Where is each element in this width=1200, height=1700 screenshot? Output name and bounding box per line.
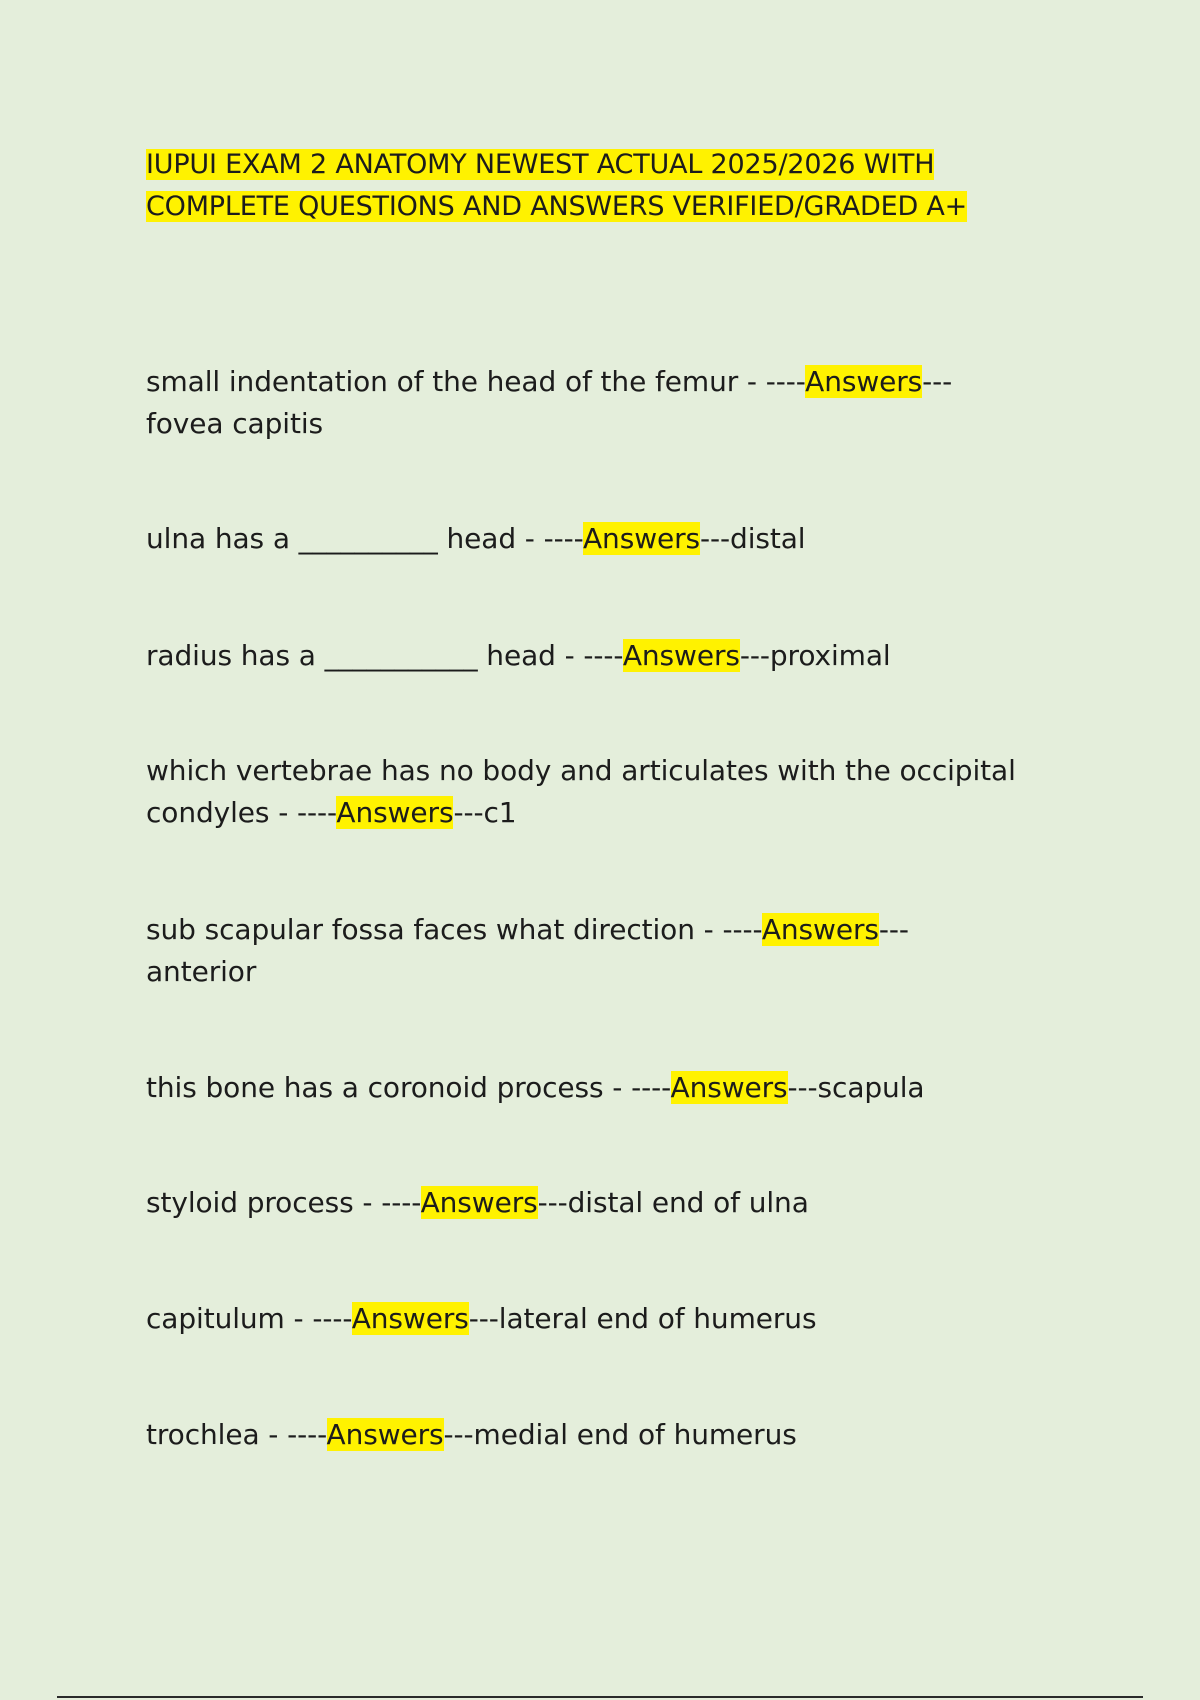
question-text: ulna has a __________ head - ---- xyxy=(146,522,583,555)
question-text: trochlea - ---- xyxy=(146,1418,327,1451)
qa-item-fovea-capitis xyxy=(146,361,1076,445)
qa-item-radius-head xyxy=(146,635,1076,677)
answer-text: ---medial end of humerus xyxy=(443,1418,797,1451)
question-text: small indentation of the head of the femur - ---- xyxy=(146,365,806,398)
document-title xyxy=(146,144,1076,228)
answers-marker: Answers xyxy=(420,1186,538,1219)
question-text-line-1: which vertebrae has no body and articulates with the occipital xyxy=(146,754,1016,787)
question-text: styloid process - ---- xyxy=(146,1186,421,1219)
answer-text: ---c1 xyxy=(453,796,517,829)
question-text: condyles - ---- xyxy=(146,796,337,829)
qa-item-capitulum xyxy=(146,1298,1076,1340)
qa-item-coronoid-process xyxy=(146,1067,1076,1109)
qa-item-vertebrae-c1 xyxy=(146,750,1076,834)
answer-text: --- xyxy=(922,365,953,398)
qa-item-trochlea xyxy=(146,1414,1076,1456)
qa-item-styloid-process xyxy=(146,1182,1076,1224)
answer-text: ---proximal xyxy=(739,639,891,672)
answer-text: ---distal end of ulna xyxy=(537,1186,809,1219)
question-text: capitulum - ---- xyxy=(146,1302,352,1335)
question-text: radius has a ___________ head - ---- xyxy=(146,639,623,672)
answers-marker: Answers xyxy=(583,522,701,555)
title-line-2: COMPLETE QUESTIONS AND ANSWERS VERIFIED/GRADED A+ xyxy=(146,191,968,222)
title-line-1: IUPUI EXAM 2 ANATOMY NEWEST ACTUAL 2025/2026 WITH xyxy=(146,149,935,180)
answer-text: --- xyxy=(878,913,909,946)
answer-text-line-2: anterior xyxy=(146,955,257,988)
answers-marker: Answers xyxy=(670,1071,788,1104)
answer-text: ---distal xyxy=(700,522,806,555)
qa-item-subscapular-fossa xyxy=(146,909,1076,993)
question-text: sub scapular fossa faces what direction - ---- xyxy=(146,913,762,946)
answers-marker: Answers xyxy=(336,796,454,829)
question-text: this bone has a coronoid process - ---- xyxy=(146,1071,671,1104)
qa-item-ulna-head xyxy=(146,518,1076,560)
answers-marker: Answers xyxy=(761,913,879,946)
answers-marker: Answers xyxy=(351,1302,469,1335)
answer-text: ---scapula xyxy=(787,1071,925,1104)
answers-marker: Answers xyxy=(805,365,923,398)
answer-text-line-2: fovea capitis xyxy=(146,407,323,440)
answers-marker: Answers xyxy=(622,639,740,672)
footer-divider xyxy=(57,1696,1143,1698)
answer-text: ---lateral end of humerus xyxy=(468,1302,817,1335)
answers-marker: Answers xyxy=(326,1418,444,1451)
